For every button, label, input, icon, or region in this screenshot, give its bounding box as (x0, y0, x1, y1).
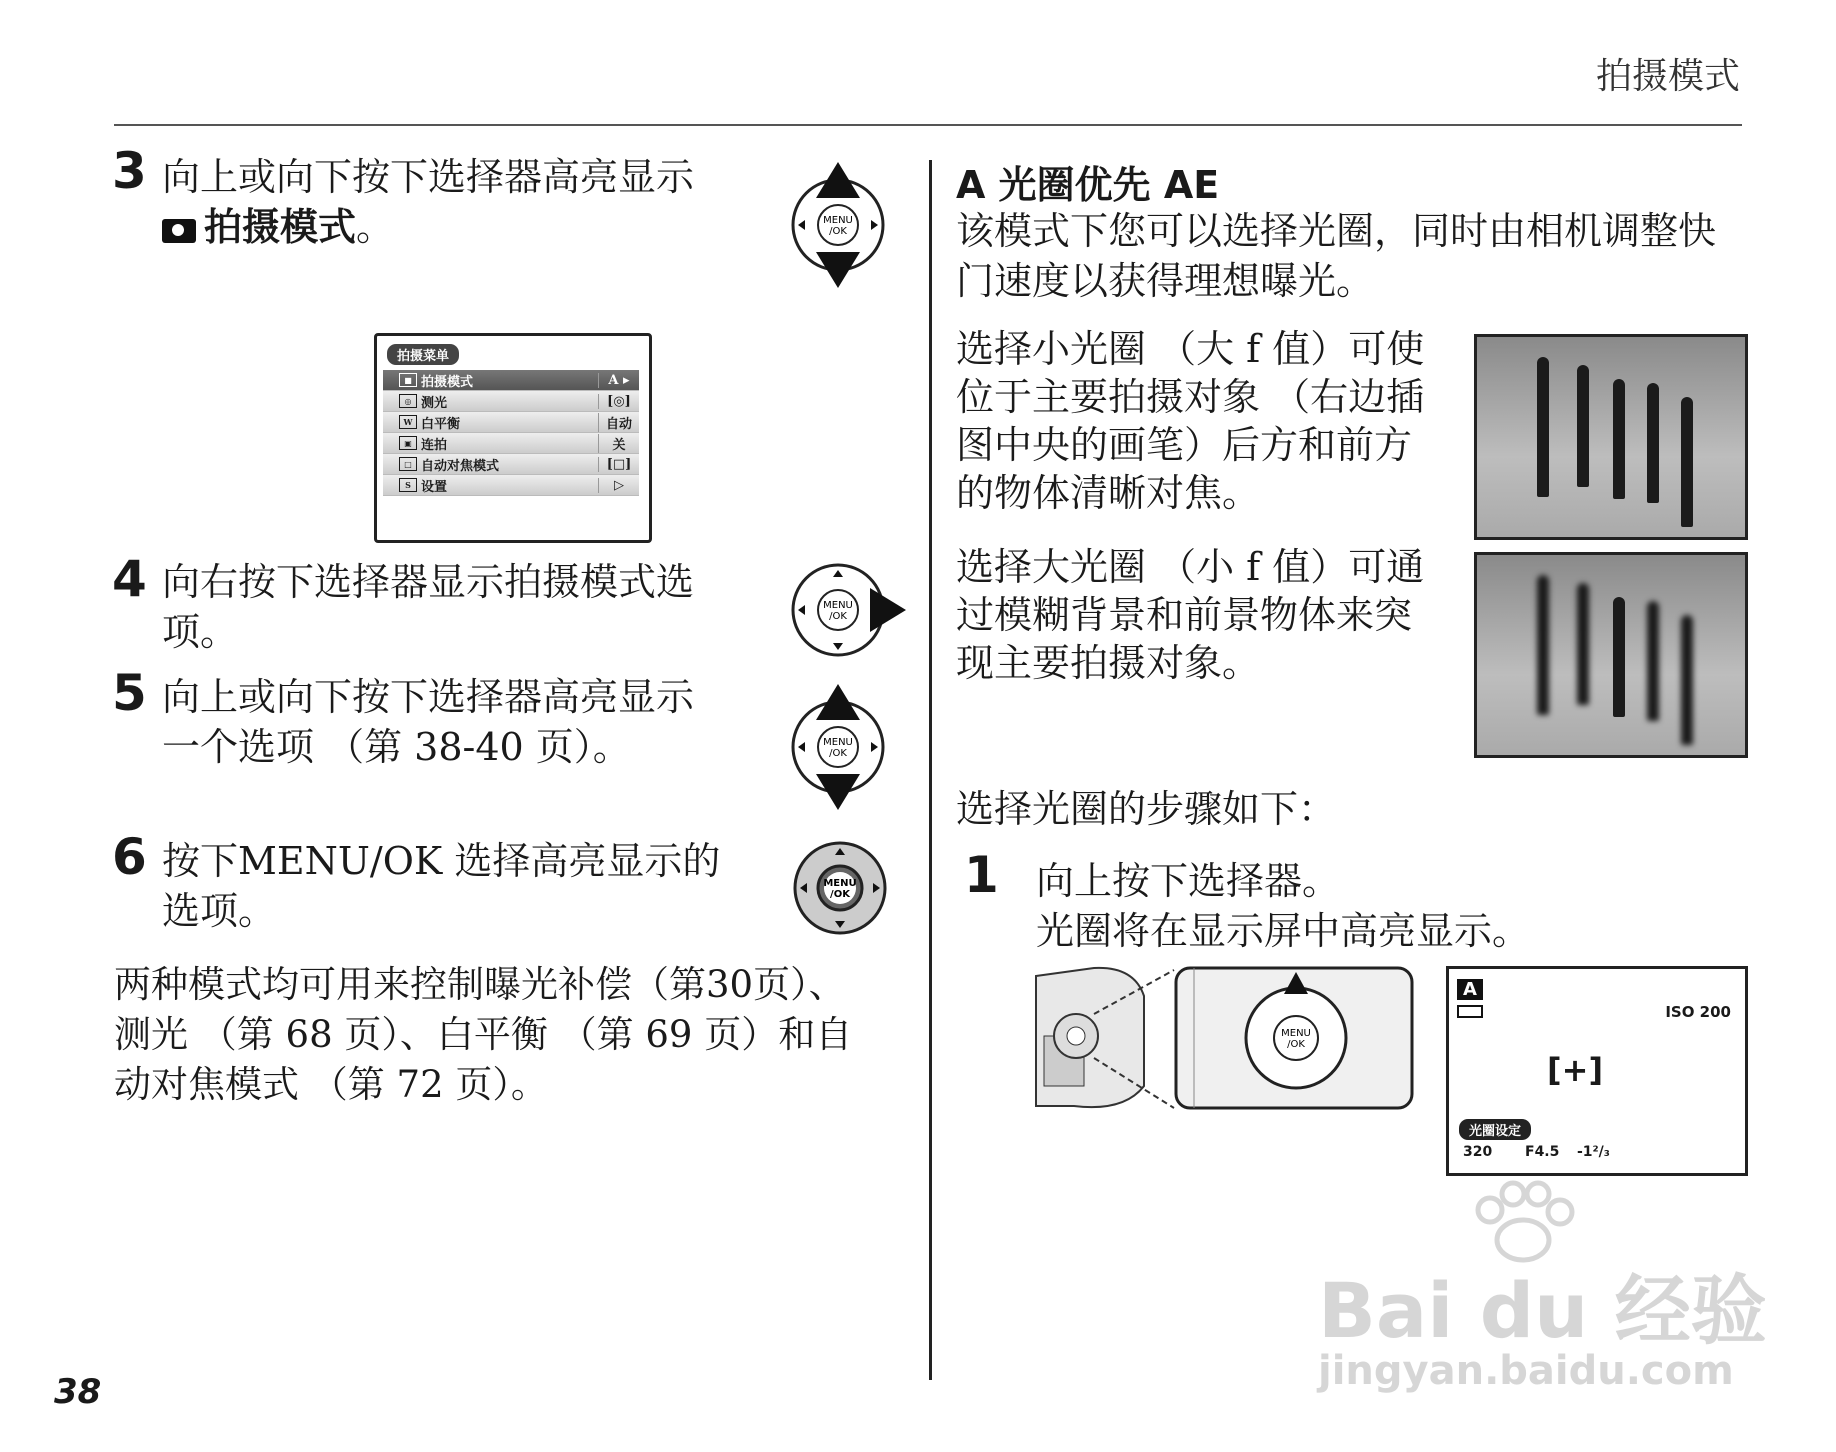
menu-row-white-balance[interactable] (383, 412, 639, 433)
small-ap-line: 的物体清晰对焦。 (956, 471, 1261, 515)
page-header-title: 拍摄模式 (1595, 56, 1740, 97)
step-6-text (162, 836, 720, 936)
shooting-menu-screen (374, 333, 652, 543)
section-heading: A 光圈优先 AE (956, 163, 1220, 207)
step-6-number: 6 (112, 828, 147, 886)
small-ap-line: 位于主要拍摄对象 （右边插 (956, 375, 1425, 419)
menu-row-setup[interactable] (383, 475, 639, 496)
column-divider (929, 160, 932, 1380)
camera-dpad-illustration (1034, 966, 1414, 1112)
large-aperture-photo (1474, 552, 1748, 758)
svg-text:/OK: /OK (830, 889, 850, 900)
small-aperture-text (956, 325, 1424, 517)
step-3-line2 (162, 202, 694, 252)
svg-text:MENU: MENU (823, 600, 853, 611)
menu-value: ▷ (598, 478, 639, 493)
right-step-1-text (1036, 856, 1530, 956)
large-ap-line: 现主要拍摄对象。 (956, 641, 1261, 685)
camera-icon: ■ (399, 373, 417, 387)
step-3-mode-label: 拍摄模式 (204, 205, 357, 249)
paragraph-line3: 动对焦模式 （第 72 页）。 (114, 1063, 548, 1106)
paragraph-line1: 两种模式均可用来控制曝光补偿（第30页）、 (114, 963, 846, 1006)
camera-icon (162, 219, 196, 243)
menu-row-continuous[interactable] (383, 433, 639, 454)
large-ap-line: 过模糊背景和前景物体来突 (956, 593, 1413, 637)
lcd-ev: -1²/₃ (1577, 1144, 1610, 1160)
menu-label: 连拍 (421, 437, 448, 453)
step-6-line1: 按下MENU/OK 选择高亮显示的 (162, 839, 721, 883)
large-ap-line: 选择大光圈 （小 f 值）可通 (956, 545, 1425, 589)
menu-row-af-mode[interactable] (383, 454, 639, 475)
right-step-1-line1: 向上按下选择器。 (1036, 859, 1341, 903)
menu-value: [□] (598, 457, 639, 472)
step-5-line2: 一个选项 （第 38-40 页）。 (162, 725, 631, 769)
svg-text:/OK: /OK (1287, 1039, 1305, 1050)
burst-icon: ▣ (399, 436, 417, 450)
steps-intro: 选择光圈的步骤如下： (956, 787, 1337, 831)
menu-value: A ▸ (598, 373, 639, 388)
intro-line2: 门速度以获得理想曝光。 (956, 259, 1375, 303)
step-4-text (162, 557, 694, 657)
menu-value: 自动 (598, 413, 639, 432)
svg-text:MENU: MENU (823, 737, 853, 748)
menu-label: 拍摄模式 (421, 374, 474, 390)
step-4-number: 4 (112, 550, 147, 608)
menu-label: 设置 (421, 479, 448, 495)
watermark-brand: Bai du 经验 (1318, 1266, 1767, 1355)
menu-label: 自动对焦模式 (421, 458, 500, 474)
header-divider (114, 124, 1742, 126)
menu-row-metering[interactable] (383, 391, 639, 412)
menu-value: [◎] (598, 394, 639, 409)
lcd-aperture-badge: 光圈设定 (1459, 1119, 1531, 1140)
step-3-line2-end: 。 (356, 205, 395, 249)
step-6-line2: 选项。 (162, 889, 277, 933)
lcd-display (1446, 966, 1748, 1176)
step-4-line1: 向右按下选择器显示拍摄模式选 (162, 560, 695, 604)
step-3-text (162, 152, 694, 252)
svg-text:/OK: /OK (829, 748, 847, 759)
menu-value: 关 (598, 434, 639, 453)
small-ap-line: 图中央的画笔）后方和前方 (956, 423, 1413, 467)
intro-text (956, 206, 1716, 306)
battery-icon (1457, 1005, 1483, 1018)
step-3-line1: 向上或向下按下选择器高亮显示 (162, 155, 695, 199)
menu-row-shooting-mode[interactable] (383, 370, 639, 391)
intro-line1: 该模式下您可以选择光圈，同时由相机调整快 (956, 209, 1717, 253)
metering-icon: ◎ (399, 394, 417, 408)
dpad-updown-icon (788, 682, 888, 812)
menu-label: 测光 (421, 395, 448, 411)
af-icon: □ (399, 457, 417, 471)
svg-text:/OK: /OK (829, 226, 847, 237)
svg-text:/OK: /OK (829, 611, 847, 622)
wb-icon: W (399, 415, 417, 429)
lcd-aperture: F4.5 (1525, 1144, 1560, 1160)
lcd-focus-frame: [+] (1547, 1051, 1604, 1089)
lcd-iso: ISO 200 (1665, 1003, 1731, 1021)
step-4-line2: 项。 (162, 610, 239, 654)
menu-label: 白平衡 (421, 416, 461, 432)
svg-text:MENU: MENU (823, 215, 853, 226)
large-aperture-text (956, 543, 1424, 687)
menu-title: 拍摄菜单 (387, 344, 459, 365)
step-3-number: 3 (112, 142, 147, 200)
small-ap-line: 选择小光圈 （大 f 值）可使 (956, 327, 1425, 371)
step-5-line1: 向上或向下按下选择器高亮显示 (162, 675, 695, 719)
watermark-url: jingyan.baidu.com (1318, 1348, 1734, 1394)
set-icon: S (399, 478, 417, 492)
dpad-updown-icon (788, 160, 888, 290)
svg-text:MENU: MENU (823, 878, 857, 889)
lcd-shutter: 320 (1463, 1144, 1493, 1160)
dpad-right-icon (790, 560, 910, 660)
step-5-text (162, 672, 694, 772)
page-number: 38 (54, 1372, 102, 1412)
right-step-1-number: 1 (964, 846, 999, 904)
dpad-press-center-icon (792, 840, 888, 936)
lcd-mode: A (1457, 979, 1483, 1000)
right-step-1-line2: 光圈将在显示屏中高亮显示。 (1036, 909, 1531, 953)
svg-text:MENU: MENU (1281, 1028, 1311, 1039)
small-aperture-photo (1474, 334, 1748, 540)
exposure-paragraph (114, 960, 852, 1110)
step-5-number: 5 (112, 664, 147, 722)
paragraph-line2: 测光 （第 68 页）、白平衡 （第 69 页）和自 (114, 1013, 853, 1056)
